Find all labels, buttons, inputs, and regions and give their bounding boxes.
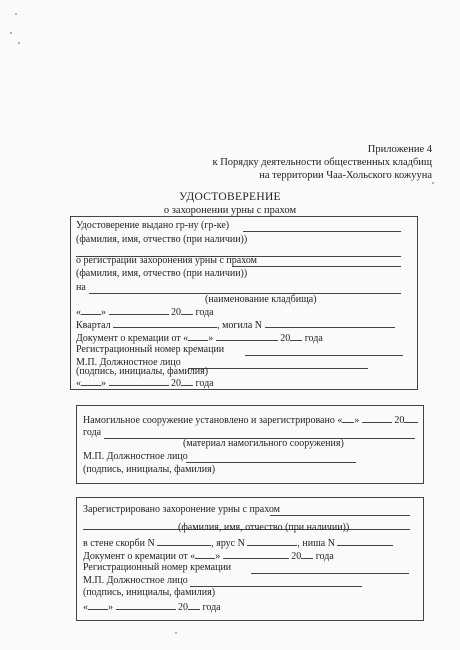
deceased-name-field[interactable] bbox=[232, 266, 401, 267]
monument-day-field[interactable] bbox=[342, 413, 354, 423]
doc-close: » bbox=[208, 333, 214, 344]
on-label: на bbox=[76, 282, 86, 293]
registration-label: о регистрации захоронения урны с прахом bbox=[76, 255, 257, 266]
date3-month-field[interactable] bbox=[116, 600, 176, 610]
subtitle-text: о захоронении урны с прахом bbox=[163, 205, 297, 216]
scan-speck bbox=[175, 632, 177, 634]
official-field-3[interactable] bbox=[190, 586, 362, 587]
monument-close: » bbox=[354, 415, 360, 426]
date-open: « bbox=[76, 307, 81, 318]
document-subtitle bbox=[0, 205, 460, 216]
official-field[interactable] bbox=[188, 368, 368, 369]
recipient-name-field[interactable] bbox=[243, 231, 401, 232]
cremation-doc-line bbox=[76, 331, 323, 345]
fio-caption-2: (фамилия, имя, отчество (при наличии)) bbox=[76, 268, 248, 279]
grave-field[interactable] bbox=[265, 318, 395, 328]
date3-suffix: года bbox=[202, 602, 221, 613]
doc-year-prefix: 20 bbox=[280, 333, 291, 344]
quarter-label: Квартал bbox=[76, 320, 111, 331]
date2-year-field[interactable] bbox=[181, 376, 193, 386]
year-suffix: года bbox=[195, 307, 214, 318]
cemetery-caption: (наименование кладбища) bbox=[205, 294, 317, 305]
scan-speck bbox=[432, 182, 434, 184]
monument-label: Намогильное сооружение установлено и зарегистрировано « bbox=[83, 415, 343, 426]
registered-name-field[interactable] bbox=[270, 515, 410, 516]
doc-year-suffix: года bbox=[304, 333, 323, 344]
monument-line bbox=[83, 413, 418, 427]
grave-label: , могила N bbox=[217, 320, 263, 331]
doc-month-field-2[interactable] bbox=[223, 549, 289, 559]
date-close: » bbox=[101, 307, 106, 318]
scan-speck bbox=[15, 13, 17, 15]
doc-prefix-2: Документ о кремации от « bbox=[83, 551, 196, 562]
doc-day-field[interactable] bbox=[188, 331, 208, 341]
doc-close-2: » bbox=[215, 551, 221, 562]
date3-line bbox=[83, 600, 221, 614]
monument-year-prefix: 20 bbox=[394, 415, 405, 426]
wall-line bbox=[83, 536, 393, 550]
niche-field[interactable] bbox=[337, 536, 393, 546]
date3-close: » bbox=[108, 602, 113, 613]
sign-caption-3: (подпись, инициалы, фамилия) bbox=[83, 587, 216, 598]
date3-day-field[interactable] bbox=[88, 600, 108, 610]
year-prefix: 20 bbox=[171, 307, 181, 318]
date3-year-prefix: 20 bbox=[178, 602, 188, 613]
quarter-grave-line bbox=[76, 318, 395, 332]
date2-day-field[interactable] bbox=[81, 376, 101, 386]
wall-field[interactable] bbox=[157, 536, 211, 546]
doc-year-suffix-2: года bbox=[315, 551, 334, 562]
quarter-field[interactable] bbox=[113, 318, 217, 328]
date2-open: « bbox=[76, 378, 81, 389]
reg-number-field[interactable] bbox=[245, 355, 403, 356]
date2-year-prefix: 20 bbox=[171, 378, 181, 389]
wall-label: в стене скорби N bbox=[83, 538, 155, 549]
reg-number-field-2[interactable] bbox=[251, 573, 409, 574]
document-title: УДОСТОВЕРЕНИЕ bbox=[179, 191, 281, 203]
doc-year-field[interactable] bbox=[290, 331, 302, 341]
date3-open: « bbox=[83, 602, 88, 613]
doc-day-field-2[interactable] bbox=[195, 549, 215, 559]
year-word: года bbox=[83, 427, 102, 438]
date2-line bbox=[76, 376, 214, 390]
date2-suffix: года bbox=[195, 378, 214, 389]
fio-caption-3: (фамилия, имя, отчество (при наличии)) bbox=[178, 522, 350, 533]
reg-number-label-2: Регистрационный номер кремации bbox=[83, 562, 232, 573]
doc-year-prefix-2: 20 bbox=[291, 551, 302, 562]
tier-label: , ярус N bbox=[211, 538, 245, 549]
doc-prefix: Документ о кремации от « bbox=[76, 333, 189, 344]
cremation-doc-line-2 bbox=[83, 549, 334, 563]
doc-month-field[interactable] bbox=[216, 331, 278, 341]
reg-number-label: Регистрационный номер кремации bbox=[76, 344, 225, 355]
material-caption: (материал намогильного сооружения) bbox=[183, 438, 344, 449]
sign-caption-2: (подпись, инициалы, фамилия) bbox=[83, 464, 216, 475]
official-label: М.П. Должностное лицо bbox=[76, 357, 181, 368]
appendix-number: Приложение 4 bbox=[367, 144, 432, 155]
scan-speck bbox=[18, 42, 20, 44]
monument-year-field[interactable] bbox=[404, 413, 418, 423]
fio-caption: (фамилия, имя, отчество (при наличии)) bbox=[76, 234, 248, 245]
scan-speck bbox=[10, 32, 12, 34]
monument-month-field[interactable] bbox=[362, 413, 392, 423]
date3-year-field[interactable] bbox=[188, 600, 200, 610]
appendix-reference: к Порядку деятельности общественных кладбищ bbox=[212, 157, 432, 168]
niche-label: , ниша N bbox=[297, 538, 335, 549]
month-field[interactable] bbox=[109, 305, 169, 315]
date-line bbox=[76, 305, 214, 319]
appendix-territory: на территории Чаа-Хольского кожууна bbox=[259, 170, 432, 181]
day-field[interactable] bbox=[81, 305, 101, 315]
year-field[interactable] bbox=[181, 305, 193, 315]
doc-year-field-2[interactable] bbox=[301, 549, 313, 559]
official-field-2[interactable] bbox=[186, 462, 356, 463]
date2-month-field[interactable] bbox=[109, 376, 169, 386]
tier-field[interactable] bbox=[247, 536, 297, 546]
date2-close: » bbox=[101, 378, 106, 389]
registered-label: Зарегистрировано захоронение урны с прахом bbox=[83, 504, 280, 515]
issued-to-label: Удостоверение выдано гр-ну (гр-ке) bbox=[76, 220, 230, 231]
sign-caption: (подпись, инициалы, фамилия) bbox=[76, 366, 209, 377]
official-label-2: М.П. Должностное лицо bbox=[83, 451, 188, 462]
official-label-3: М.П. Должностное лицо bbox=[83, 575, 188, 586]
